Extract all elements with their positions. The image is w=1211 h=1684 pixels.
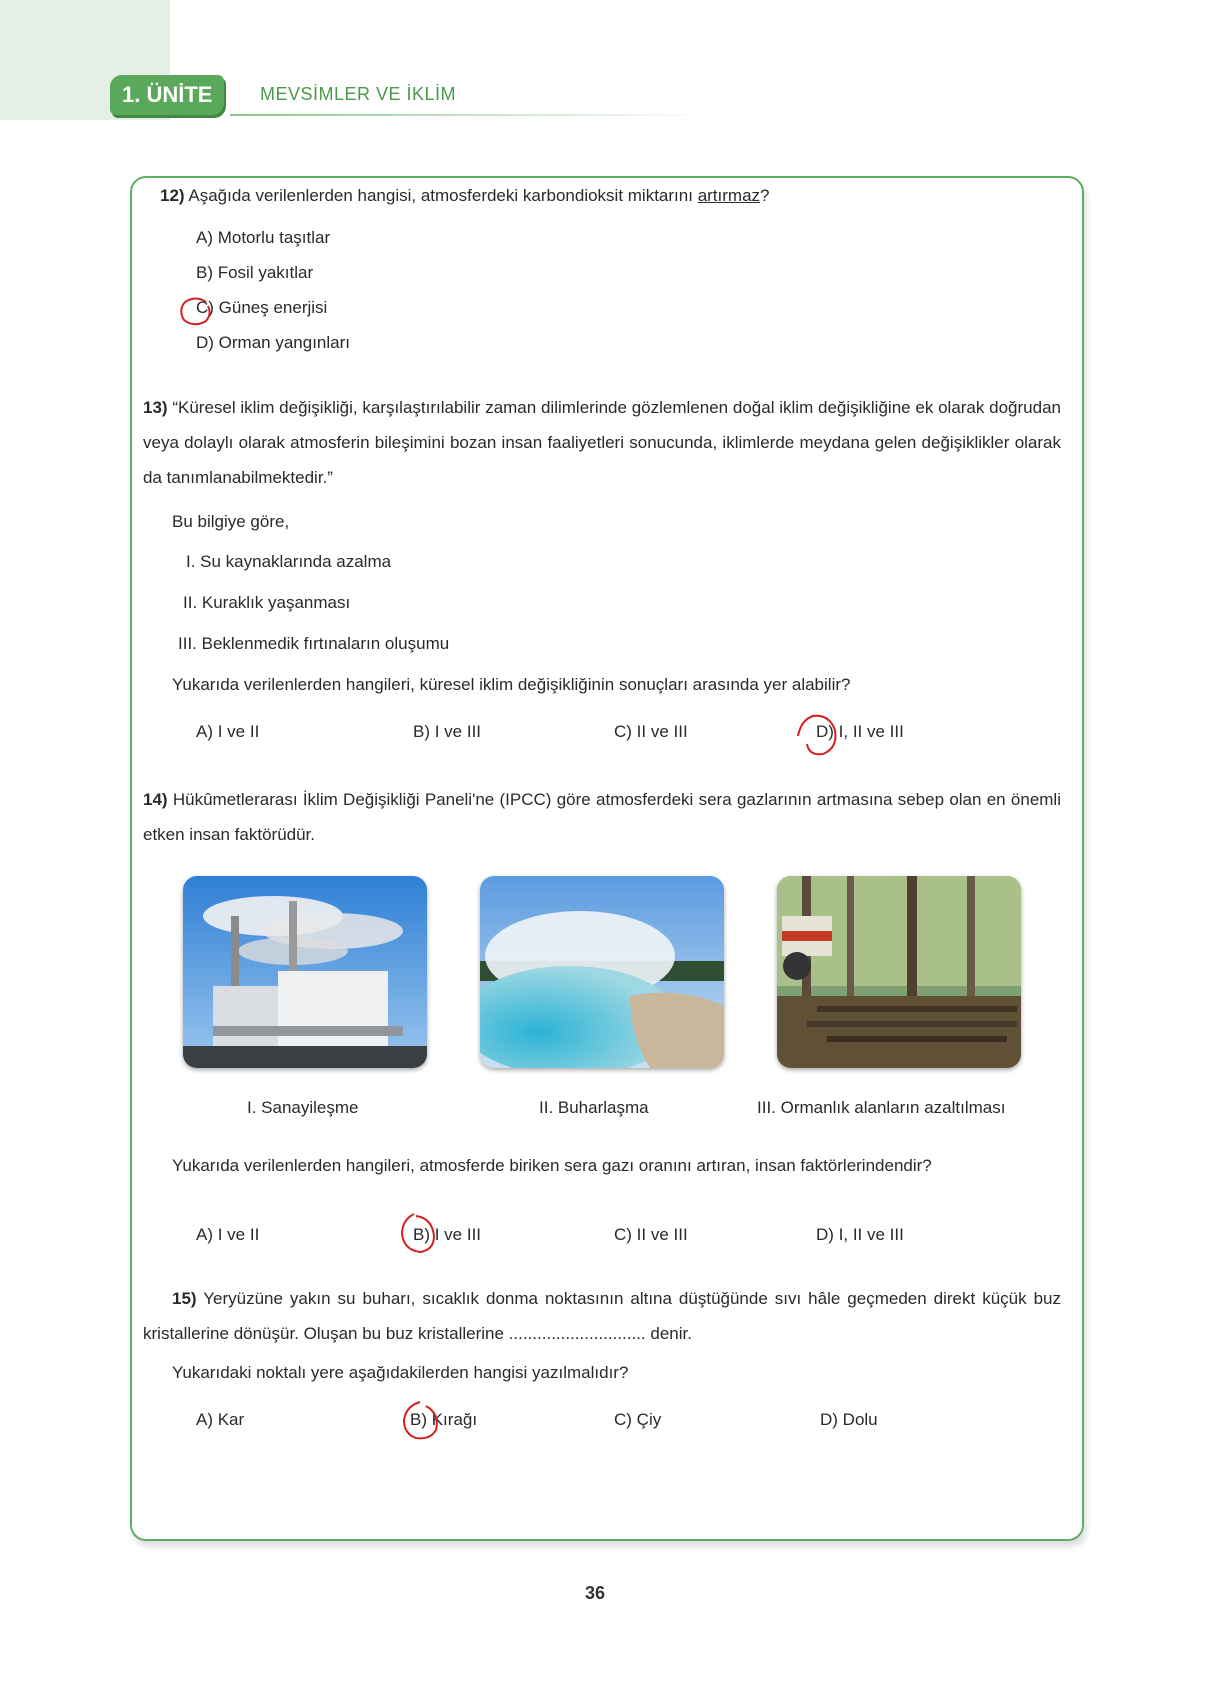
question-15-number: 15) [172,1289,197,1308]
question-12-text: Aşağıda verilenlerden hangisi, atmosferdeki karbondioksit miktarını [184,186,698,205]
page-number: 36 [585,1583,606,1603]
q12-option-a: A) Motorlu taşıtlar [196,228,331,247]
q14-option-d: D) I, II ve III [816,1225,904,1244]
header-divider [230,114,710,116]
question-14-question [143,1148,1061,1183]
question-12-end: ? [760,186,770,205]
question-12-stem [160,186,770,206]
q15-option-d: D) Dolu [820,1410,878,1429]
question-12-number: 12) [160,186,185,205]
q13-item-3: III. Beklenmedik fırtınaların oluşumu [178,634,450,653]
question-13-intro: Bu bilgiye göre, [172,512,290,531]
q12-option-c: C) Güneş enerjisi [196,298,328,317]
photo-caption-2: II. Buharlaşma [539,1098,649,1117]
unit-badge: 1. ÜNİTE [110,75,224,115]
unit-title: MEVSİMLER VE İKLİM [260,84,457,104]
q13-option-b: B) I ve III [413,722,482,741]
question-13-text: “Küresel iklim değişikliği, karşılaştırılabilir zaman dilimlerinde gözlemlenen doğal iklim değişikliğine ek olarak doğrudan veya dolaylı olarak atmosferin bileşimini bozan insan faaliyetleri sonucunda, iklimlerde meydana gelen değişiklikler olarak da tanımlanabilmektedir.” [143,398,1061,487]
question-13-paragraph [143,390,1061,495]
q14-option-b: B) I ve III [413,1225,482,1244]
q15-option-c: C) Çiy [614,1410,662,1429]
q14-option-a: A) I ve II [196,1225,260,1244]
evaporation-photo [480,876,724,1068]
industry-photo [183,876,427,1068]
q13-option-d: D) I, II ve III [816,722,904,741]
question-13-number: 13) [143,398,168,417]
q12-option-d: D) Orman yangınları [196,333,350,352]
q14-option-c: C) II ve III [614,1225,688,1244]
q13-item-2: II. Kuraklık yaşanması [183,593,351,612]
question-13-question: Yukarıda verilenlerden hangileri, küresel iklim değişikliğinin sonuçları arasında yer alabilir? [172,675,851,694]
q13-option-a: A) I ve II [196,722,260,741]
question-15-paragraph [143,1281,1061,1351]
question-15-text: Yeryüzüne yakın su buharı, sıcaklık donma noktasının altına düştüğünde sıvı hâle geçmeden direkt küçük buz kristallerine dönüşür. Oluşan bu buz kristallerine ............................. denir. [143,1289,1061,1343]
question-12-emphasis: artırmaz [697,186,761,205]
q13-item-1: I. Su kaynaklarında azalma [186,552,392,571]
question-14-question-text: Yukarıda verilenlerden hangileri, atmosferde biriken sera gazı oranını artıran, insan faktörlerindendir? [172,1156,932,1175]
photo-caption-3: III. Ormanlık alanların azaltılması [757,1098,1006,1117]
question-15-question: Yukarıdaki noktalı yere aşağıdakilerden hangisi yazılmalıdır? [172,1363,629,1382]
question-14-paragraph [143,782,1061,852]
q15-option-b: B) Kırağı [410,1410,478,1429]
deforestation-photo [777,876,1021,1068]
photo-caption-1: I. Sanayileşme [247,1098,359,1117]
q12-option-b: B) Fosil yakıtlar [196,263,314,282]
q15-option-a: A) Kar [196,1410,245,1429]
question-14-number: 14) [143,790,168,809]
question-14-text: Hükûmetlerarası İklim Değişikliği Paneli'ne (IPCC) göre atmosferdeki sera gazlarının artmasına sebep olan en önemli etken insan faktörüdür. [143,790,1061,844]
q13-option-c: C) II ve III [614,722,688,741]
